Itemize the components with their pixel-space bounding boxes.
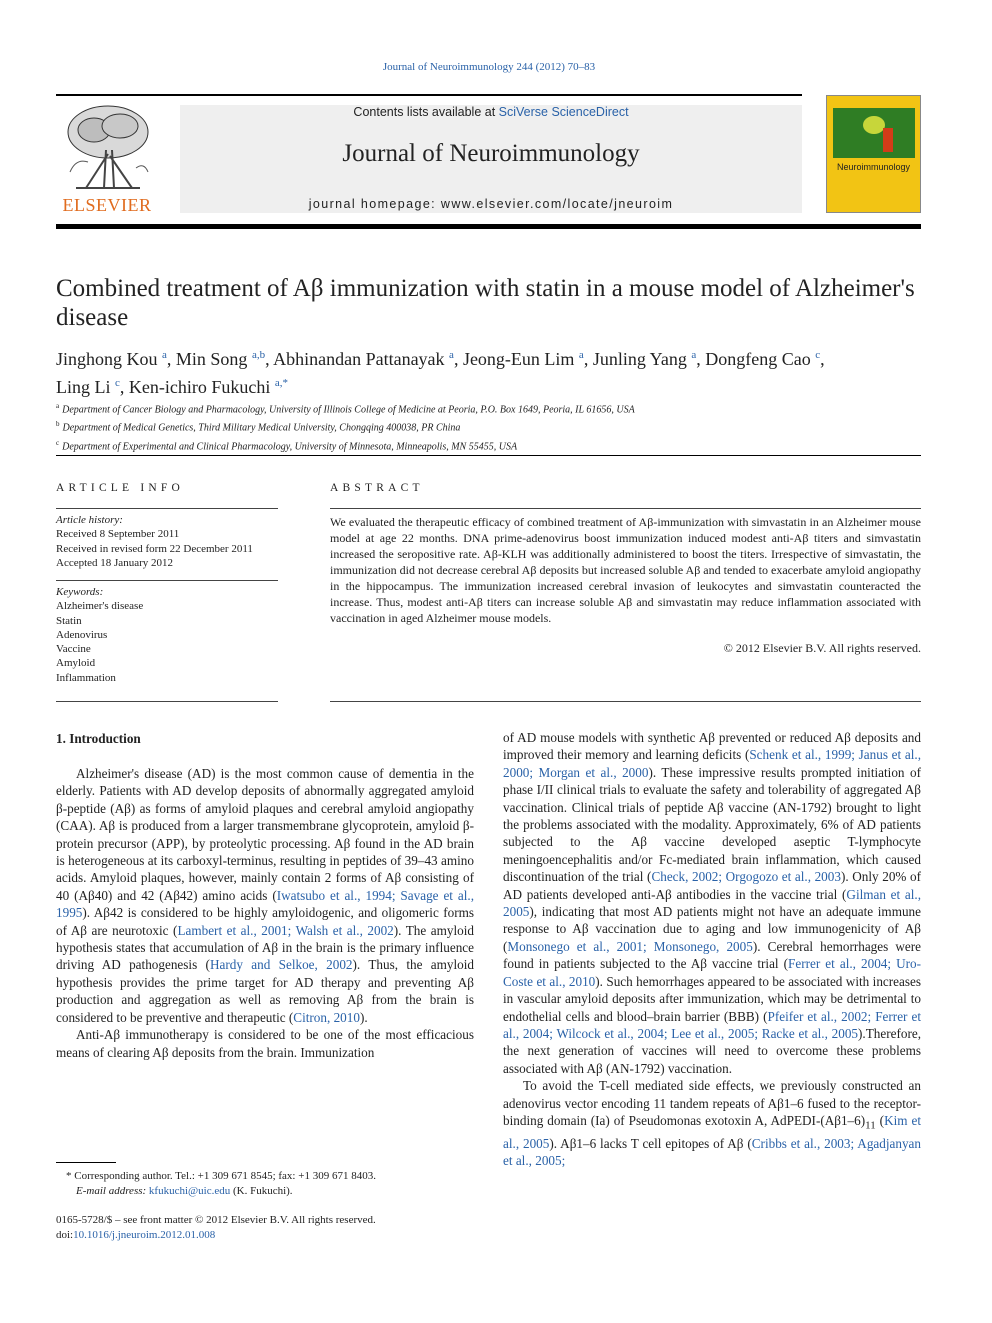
cover-image (833, 108, 915, 158)
contents-prefix: Contents lists available at (353, 105, 499, 119)
author-affil-mark[interactable]: a (162, 349, 167, 361)
keywords-label: Keywords: (56, 586, 104, 598)
author-affil-mark[interactable]: a (578, 349, 584, 361)
body-column-left (56, 765, 474, 1061)
abstract-text: We evaluated the therapeutic efficacy of combined treatment of Aβ-immunization with simvastatin in an Alzheimer mouse model at age 22 months. DNA prime-adenovirus boost immunization induced modest anti-Aβ titers and simvastatin increased the seropositive rate. Aβ-KLH was additionally administered to boost the titers. Irrespective of simvastatin, the immunization did not decrease cerebral Aβ deposits but increased soluble Aβ and tended to exacerbate amyloid angiopathy in the hippocampus. The immunization increased cerebral invasion of leukocytes and simvastatin counteracted the increase. Thus, modest anti-Aβ titers can increase soluble Aβ and simvastatin may reduce inflammation associated with vaccination in aged Alzheimer mouse models. (330, 515, 921, 625)
corresponding-author-footnote (56, 1169, 474, 1199)
citation-link[interactable]: Kim et al., 2005 (503, 1112, 921, 1151)
citation-link[interactable]: Hardy and Selkoe, 2002 (209, 957, 353, 973)
body-paragraph: of AD mouse models with synthetic Aβ prevented or reduced Aβ deposits and improved their memory and learning deficits (Schenk et al., 1999; Janus et al., 2000; Morgan et al., 2000). These impressive results prompted initiation of phase I/II clinical trials to evaluate the safety and tolerability of aggregated Aβ vaccination. Clinical trials of peptide Aβ vaccine (AN-1792) brought to light the problems associated with the modality. Approximately, 6% of AD patients subjected to the Aβ vaccine developed aseptic T-lymphocyte meningoencephalitis and/or Fc-mediated brain inflammation, which caused discontinuation of the trial (Check, 2002; Orgogozo et al., 2003). Only 20% of AD patients developed anti-Aβ antibodies in the vaccine trial (Gilman et al., 2005), indicating that most AD patients might not have an adequate immune response to Aβ vaccination due to aging and low immunogenicity of Aβ (Monsonego et al., 2001; Monsonego, 2005). Cerebral hemorrhages were found in patients subjected to the Aβ vaccine trial (Ferrer et al., 2004; Uro-Coste et al., 2010). Such hemorrhages appeared to be associated with increases in vascular amyloid deposits after immunization, which may be detrimental to endothelial cells and blood–brain barrier (BBB) (Pfeifer et al., 2002; Ferrer et al., 2004; Wilcock et al., 2004; Lee et al., 2005; Racke et al., 2005).Therefore, the next generation of vaccines will need to overcome these problems associated with Aβ (AN-1792) vaccination. (503, 730, 922, 1076)
body-paragraph: To avoid the T-cell mediated side effects, we previously constructed an adenovirus vector encoding 11 tandem repeats of Aβ1–6 fused to the receptor-binding domain (Ia) of Pseudomonas exotoxin A, AdPEDI-$(A\beta 1-6)_{11}$ (Kim et al., 2005). Aβ1–6 lacks T cell epitopes of Aβ (Cribbs et al., 2003; Agadjanyan et al., 2005; (503, 1078, 922, 1169)
author-affil-mark[interactable]: a,* (274, 377, 288, 389)
email-link[interactable]: kfukuchi@uic.edu (148, 1185, 231, 1197)
abstract-heading: ABSTRACT (330, 482, 424, 494)
body-paragraph: Anti-Aβ immunotherapy is considered to be one of the most efficacious means of clearing Aβ deposits from the brain. Immunization (56, 1027, 474, 1060)
author-name: Jinghong Kou (56, 349, 158, 369)
elsevier-wordmark: ELSEVIER (62, 195, 152, 215)
citation-link[interactable]: Citron, 2010 (293, 1009, 360, 1025)
affiliation-mark: b (56, 420, 60, 429)
citation-link[interactable]: Iwatsubo et al., 1994; Savage et al., 1995 (56, 887, 474, 921)
article-info-rule (56, 580, 278, 581)
article-info-heading: ARTICLE INFO (56, 482, 184, 494)
affiliation-text: Department of Medical Genetics, Third Military Medical University, Chongqing 400038, PR China (62, 422, 461, 434)
author-name: Abhinandan Pattanayak (273, 349, 445, 369)
affiliation-rule (56, 455, 921, 456)
citation-link[interactable]: Monsonego et al., 2001; Monsonego, 2005 (507, 938, 753, 954)
cover-journal-name: Neuroimmunology (836, 162, 911, 172)
keyword-item: Alzheimer's disease (56, 600, 144, 613)
affiliation-text: Department of Experimental and Clinical Pharmacology, University of Minnesota, Minneapolis, MN 55455, USA (62, 440, 518, 452)
citation-link[interactable]: Ferrer et al., 2004; Uro-Coste et al., 2010 (503, 956, 921, 989)
author-affil-mark[interactable]: a (449, 349, 454, 361)
author-name: Jeong-Eun Lim (462, 349, 575, 369)
journal-cover[interactable] (826, 95, 921, 213)
author-name: Ling Li (56, 377, 111, 397)
history-item: Received in revised form 22 December 2011 (56, 542, 253, 555)
citation-link[interactable]: Lambert et al., 2001; Walsh et al., 2002 (177, 922, 394, 938)
doi-link[interactable]: 10.1016/j.jneuroim.2012.01.008 (73, 1229, 216, 1241)
journal-homepage-link[interactable]: journal homepage: www.elsevier.com/locate/jneuroim (308, 197, 674, 211)
author-affil-mark[interactable]: c (115, 377, 120, 389)
abstract-copyright: © 2012 Elsevier B.V. All rights reserved. (723, 641, 921, 655)
contents-available-line (180, 105, 802, 119)
abstract-rule (330, 508, 921, 509)
article-info-rule (56, 508, 278, 509)
author-affil-mark[interactable]: a,b (251, 349, 266, 361)
article-history (56, 513, 278, 570)
keyword-item: Vaccine (56, 643, 91, 656)
corresponding-author-line: * Corresponding author. Tel.: +1 309 671 8545; fax: +1 309 671 8403. (66, 1170, 376, 1182)
header-thick-rule (56, 224, 921, 229)
affiliation-mark: a (56, 402, 60, 410)
footnote-rule (56, 1162, 116, 1163)
author-name: Junling Yang (592, 349, 687, 369)
citation-link[interactable]: Pfeifer et al., 2002; Ferrer et al., 2004; Wilcock et al., 2004; Lee et al., 2005; Racke et al., 2005 (503, 1008, 921, 1041)
citation-link[interactable]: Gilman et al., 2005 (503, 886, 922, 920)
author-name: Ken-ichiro Fukuchi (128, 377, 271, 397)
header-top-rule (56, 94, 802, 96)
keyword-item: Statin (56, 614, 82, 627)
article-title: Combined treatment of Aβ immunization with statin in a mouse model of Alzheimer's disease (56, 275, 915, 331)
issn-line: 0165-5728/$ – see front matter © 2012 Elsevier B.V. All rights reserved. (56, 1214, 376, 1226)
email-line: E-mail address: kfukuchi@uic.edu (K. Fukuchi). (76, 1185, 293, 1197)
issn-doi-block (56, 1213, 474, 1243)
keywords-list (56, 585, 278, 685)
author-name: Dongfeng Cao (705, 349, 811, 369)
keyword-item: Inflammation (56, 671, 116, 684)
citation-link[interactable]: Schenk et al., 1999; Janus et al., 2000; Morgan et al., 2000 (503, 747, 921, 780)
keyword-item: Amyloid (56, 657, 96, 670)
affiliation-list (56, 399, 921, 454)
elsevier-tree-icon (56, 102, 158, 194)
citation-link[interactable]: Cribbs et al., 2003; Agadjanyan et al., 2005; (503, 1135, 922, 1169)
elsevier-tree-logo[interactable] (56, 102, 158, 216)
journal-citation[interactable]: Journal of Neuroimmunology 244 (2012) 70–83 (382, 61, 596, 73)
affiliation-text: Department of Cancer Biology and Pharmacology, University of Illinois College of Medicine at Peoria, P.O. Box 1649, Peoria, IL 61656, USA (62, 404, 635, 416)
history-label: Article history: (56, 514, 123, 526)
author-list: Jinghong Kou $^a$, Min Song $^{a,b}$, Abhinandan Pattanayak $^a$, Jeong-Eun Lim $^a$, Junling Yang $^a$, Dongfeng Cao $^c$, Ling Li $^c$, Ken-ichiro Fukuchi $^{a,*}$ (56, 349, 825, 397)
section-heading-introduction: 1. Introduction (56, 731, 141, 746)
abstract-rule (330, 701, 921, 702)
doi-line: doi:10.1016/j.jneuroim.2012.01.008 (56, 1229, 216, 1241)
journal-title: Journal of Neuroimmunology (342, 140, 640, 167)
citation-link[interactable]: Check, 2002; Orgogozo et al., 2003 (651, 869, 841, 885)
author-name: Min Song (175, 349, 248, 369)
author-affil-mark[interactable]: a (691, 349, 697, 361)
history-item: Received 8 September 2011 (56, 528, 180, 541)
body-paragraph: Alzheimer's disease (AD) is the most common cause of dementia in the elderly. Patients with AD develop deposits of abnormally aggregated amyloid β-peptide (Aβ) as forms of amyloid plaques and cerebral amyloid angiopathy (CAA). Aβ is produced from a larger transmembrane glycoprotein, amyloid β-protein precursor (APP), by proteolytic processing. Aβ found in the AD brain is heterogeneous at its carboxyl-terminus, resulting in peptides of 39–43 amino acids. Amyloid plaques, however, mainly contain 2 forms of Aβ consisting of 40 (Aβ40) and 42 (Aβ42) amino acids (Iwatsubo et al., 1994; Savage et al., 1995). Aβ42 is considered to be highly amyloidogenic, and oligomeric forms of Aβ are neurotoxic (Lambert et al., 2001; Walsh et al., 2002). The amyloid hypothesis states that accumulation of Aβ in the brain is the primary influence driving AD pathogenesis (Hardy and Selkoe, 2002). Thus, the amyloid hypothesis provides the prime target for AD therapy and preventing Aβ production and aggregation as well as removing Aβ from the brain is considered to be preventive and therapeutic (Citron, 2010). (56, 766, 474, 1025)
affiliation-mark: c (56, 438, 60, 447)
article-info-rule (56, 701, 278, 702)
body-column-right (503, 729, 921, 1170)
sciencedirect-link[interactable]: SciVerse ScienceDirect (498, 105, 629, 119)
affiliation-item (56, 399, 921, 417)
keyword-item: Adenovirus (56, 628, 108, 641)
history-item: Accepted 18 January 2012 (56, 556, 173, 569)
affiliation-item (56, 417, 921, 435)
affiliation-item (56, 436, 921, 454)
author-affil-mark[interactable]: c (815, 349, 821, 361)
